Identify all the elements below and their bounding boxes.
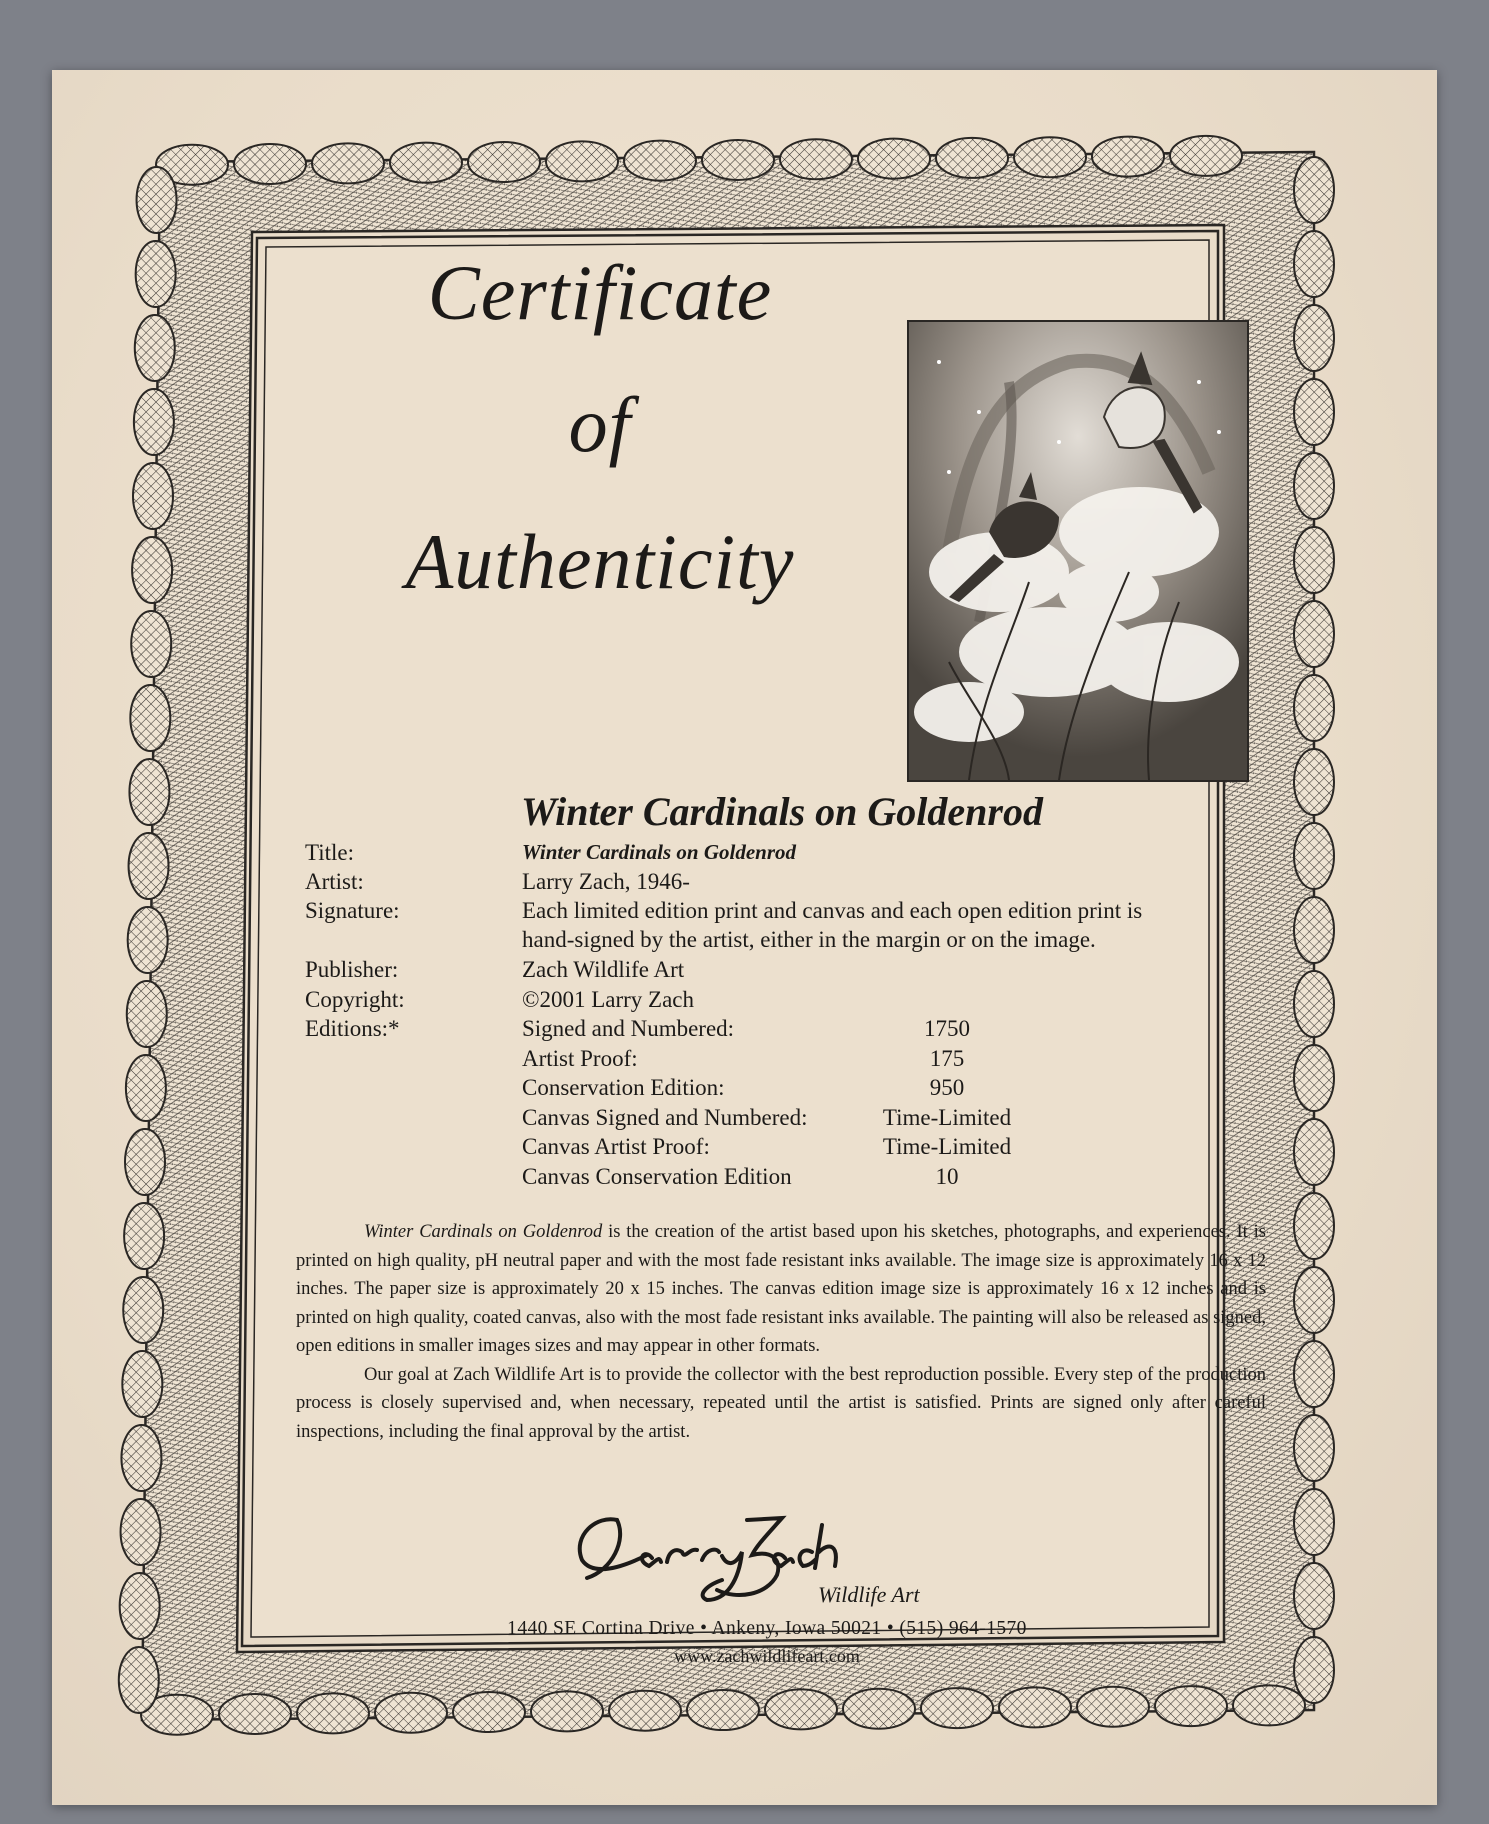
logo-subtext: Wildlife Art	[818, 1582, 920, 1607]
border-scallop	[1294, 1489, 1334, 1555]
artist-value: Larry Zach, 1946-	[522, 869, 690, 894]
border-scallop	[468, 142, 540, 182]
border-scallop	[123, 1277, 163, 1343]
border-scallop	[609, 1691, 681, 1731]
edition-count: Time-Limited	[882, 1134, 1012, 1159]
border-scallop	[134, 389, 174, 455]
border-scallop	[1294, 971, 1334, 1037]
border-scallop	[1233, 1685, 1305, 1725]
border-scallop	[1092, 137, 1164, 177]
border-scallop	[1294, 749, 1334, 815]
artist-label: Artist:	[305, 869, 364, 894]
border-scallop	[135, 315, 175, 381]
border-scallop	[546, 141, 618, 181]
border-scallop	[921, 1688, 993, 1728]
description-text	[296, 1218, 1266, 1446]
border-scallop	[1294, 1119, 1334, 1185]
border-scallop	[136, 241, 176, 307]
border-scallop	[843, 1689, 915, 1729]
border-scallop	[130, 685, 170, 751]
border-scallop	[129, 833, 169, 899]
edition-name: Conservation Edition:	[522, 1075, 725, 1100]
border-scallop	[297, 1693, 369, 1733]
border-scallop	[624, 141, 696, 181]
border-scallop	[120, 1573, 160, 1639]
edition-name: Artist Proof:	[522, 1046, 638, 1071]
border-scallop	[858, 139, 930, 179]
border-scallop	[137, 167, 177, 233]
description-paragraph-1	[296, 1218, 1266, 1361]
border-scallop	[131, 611, 171, 677]
border-scallop	[124, 1203, 164, 1269]
border-scallop	[687, 1690, 759, 1730]
edition-count: 10	[935, 1164, 959, 1189]
description-paragraph-1-text: is the creation of the artist based upon his sketches, photographs, and experiences. It is printed on high quality, pH neutral paper and with the most fade resistant inks available. The image size is approximately 16 x 12 inches. The paper size is approximately 20 x 15 inches. The canvas edition image size is approximately 16 x 12 inches and is printed on high quality, coated canvas, also with the most fade resistant inks available. The painting will also be released as signed, open editions in smaller images sizes and may appear in other formats.	[296, 1222, 1266, 1356]
border-scallop	[129, 759, 169, 825]
copyright-value: ©2001 Larry Zach	[522, 987, 695, 1012]
border-scallop	[390, 143, 462, 183]
description-artwork-title: Winter Cardinals on Goldenrod	[364, 1222, 603, 1242]
editions-label: Editions:*	[305, 1016, 400, 1041]
footer-website: www.zachwildlifeart.com	[674, 1646, 860, 1666]
signature-value-line1: Each limited edition print and canvas and each open edition print is	[522, 898, 1143, 923]
border-scallop	[1294, 1637, 1334, 1703]
border-scallop	[1294, 675, 1334, 741]
border-scallop	[1294, 1415, 1334, 1481]
edition-name: Canvas Conservation Edition	[522, 1164, 792, 1189]
title-label: Title:	[305, 840, 355, 865]
border-scallop	[936, 138, 1008, 178]
edition-name: Canvas Artist Proof:	[522, 1134, 710, 1159]
border-scallop	[1294, 1563, 1334, 1629]
description-paragraph-2: Our goal at Zach Wildlife Art is to provide the collector with the best reproduction possible. Every step of the production process is closely supervised and, when necessary, repeated until the artist is satisfied. Prints are signed only after careful inspections, including the final approval by the artist.	[296, 1364, 1266, 1442]
border-scallop	[702, 140, 774, 180]
border-scallop	[1294, 897, 1334, 963]
publisher-value: Zach Wildlife Art	[522, 957, 685, 982]
edition-name: Signed and Numbered:	[522, 1016, 735, 1041]
certificate-paper	[52, 70, 1437, 1805]
border-scallop	[125, 1129, 165, 1195]
border-scallop	[1294, 379, 1334, 445]
border-scallop	[128, 907, 168, 973]
edition-count: 175	[929, 1046, 965, 1071]
border-scallop	[119, 1647, 159, 1713]
border-scallop	[765, 1689, 837, 1729]
edition-count: Time-Limited	[882, 1105, 1012, 1130]
heading-certificate: Certificate	[427, 249, 773, 336]
heading-authenticity: Authenticity	[405, 518, 795, 605]
footer-address: 1440 SE Cortina Drive • Ankeny, Iowa 50021 • (515) 964-1570	[507, 1618, 1027, 1639]
border-scallop	[1077, 1687, 1149, 1727]
artwork-subtitle: Winter Cardinals on Goldenrod	[521, 789, 1043, 834]
border-scallop	[219, 1694, 291, 1734]
edition-count: 950	[929, 1075, 965, 1100]
border-scallop	[312, 143, 384, 183]
border-scallop	[121, 1499, 161, 1565]
border-scallop	[1294, 1193, 1334, 1259]
border-scallop	[780, 139, 852, 179]
border-scallop	[1294, 823, 1334, 889]
border-scallop	[1155, 1686, 1227, 1726]
border-scallop	[1294, 453, 1334, 519]
border-scallop	[1294, 1267, 1334, 1333]
artwork-image	[907, 320, 1249, 782]
title-value: Winter Cardinals on Goldenrod	[522, 840, 797, 864]
border-scallop	[127, 981, 167, 1047]
border-scallop	[121, 1425, 161, 1491]
border-scallop	[1294, 1341, 1334, 1407]
border-scallop	[1294, 157, 1334, 223]
border-scallop	[1294, 231, 1334, 297]
edition-count: 1750	[924, 1016, 970, 1041]
border-scallop	[132, 537, 172, 603]
border-scallop	[234, 144, 306, 184]
border-scallop	[1294, 1045, 1334, 1111]
copyright-label: Copyright:	[305, 987, 405, 1012]
border-scallop	[133, 463, 173, 529]
border-scallop	[375, 1693, 447, 1733]
signature-value-line2: hand-signed by the artist, either in the margin or on the image.	[522, 927, 1096, 952]
border-scallop	[531, 1691, 603, 1731]
border-scallop	[453, 1692, 525, 1732]
border-scallop	[126, 1055, 166, 1121]
signature-label: Signature:	[305, 898, 400, 923]
publisher-label: Publisher:	[305, 957, 399, 982]
border-scallop	[1294, 305, 1334, 371]
border-scallop	[1294, 527, 1334, 593]
border-scallop	[1170, 136, 1242, 176]
border-scallop	[1014, 137, 1086, 177]
border-scallop	[999, 1687, 1071, 1727]
border-scallop	[122, 1351, 162, 1417]
heading-of: of	[568, 381, 632, 468]
border-scallop	[1294, 601, 1334, 667]
edition-name: Canvas Signed and Numbered:	[522, 1105, 808, 1130]
